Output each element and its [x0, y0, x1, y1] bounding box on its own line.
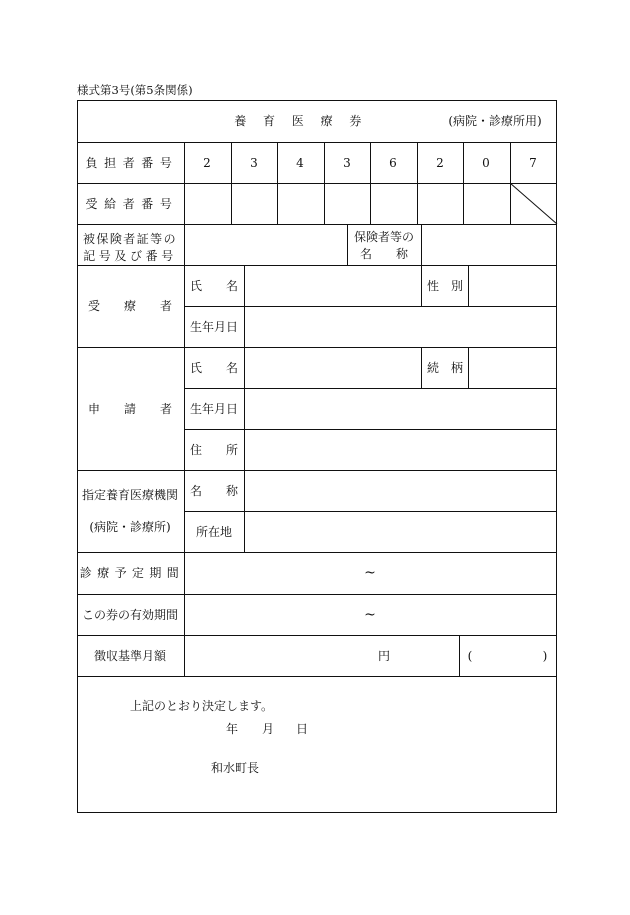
burden-digit: 6: [389, 156, 397, 170]
patient-name-label: 氏 名: [189, 279, 239, 293]
applicant-birth-label: 生年月日: [189, 402, 239, 416]
date-month: 月: [262, 722, 275, 736]
institution-label-line1: 指定養育医療機関: [81, 488, 179, 502]
empty-cell-diagonal: [510, 183, 557, 224]
form-title: 養 育 医 療 券: [234, 114, 364, 128]
institution-label-line2: (病院・診療所): [89, 520, 171, 534]
paren-close: ): [542, 649, 548, 663]
validity-period-label: この券の有効期間: [81, 608, 179, 622]
date-day: 日: [296, 722, 309, 736]
recipient-number-label: 受給者番号: [85, 197, 179, 211]
yen-label: 円: [377, 649, 391, 663]
burden-digit: 7: [529, 156, 537, 170]
burden-digit: 0: [482, 156, 490, 170]
form-number-label: 様式第3号(第5条関係): [77, 83, 193, 97]
applicant-relation-label: 続 柄: [426, 361, 464, 375]
patient-label: 受 療 者: [87, 299, 173, 313]
insured-label-line1: 被保険者証等の: [82, 232, 178, 246]
burden-digit: 3: [250, 156, 258, 170]
burden-number-label: 負担者番号: [85, 156, 179, 170]
burden-digit: 2: [436, 156, 444, 170]
decision-text: 上記のとおり決定します。: [130, 699, 274, 713]
applicant-label: 申 請 者: [87, 402, 173, 416]
burden-digit: 4: [296, 156, 304, 170]
institution-location-label: 所在地: [195, 525, 233, 539]
paren-open: (: [467, 649, 473, 663]
issuer-name: 和水町長: [211, 761, 260, 775]
treatment-period-label: 診療予定期間: [79, 566, 185, 580]
monthly-amount-label: 徴収基準月額: [93, 649, 167, 663]
burden-digit: 2: [203, 156, 211, 170]
patient-birth-label: 生年月日: [189, 320, 239, 334]
burden-digit: 3: [343, 156, 351, 170]
applicant-name-label: 氏 名: [189, 361, 239, 375]
form-title-note: (病院・診療所用): [448, 114, 542, 128]
treatment-period-tilde: ~: [364, 565, 376, 581]
validity-period-tilde: ~: [364, 607, 376, 623]
insurer-label-line1: 保険者等の: [353, 230, 415, 244]
patient-sex-label: 性 別: [426, 279, 464, 293]
institution-name-label: 名 称: [189, 484, 239, 498]
applicant-address-label: 住 所: [189, 443, 239, 457]
date-year: 年: [226, 722, 239, 736]
insured-label-line2: 記号及び番号: [83, 249, 177, 263]
insurer-label-line2: 名 称: [359, 247, 409, 261]
